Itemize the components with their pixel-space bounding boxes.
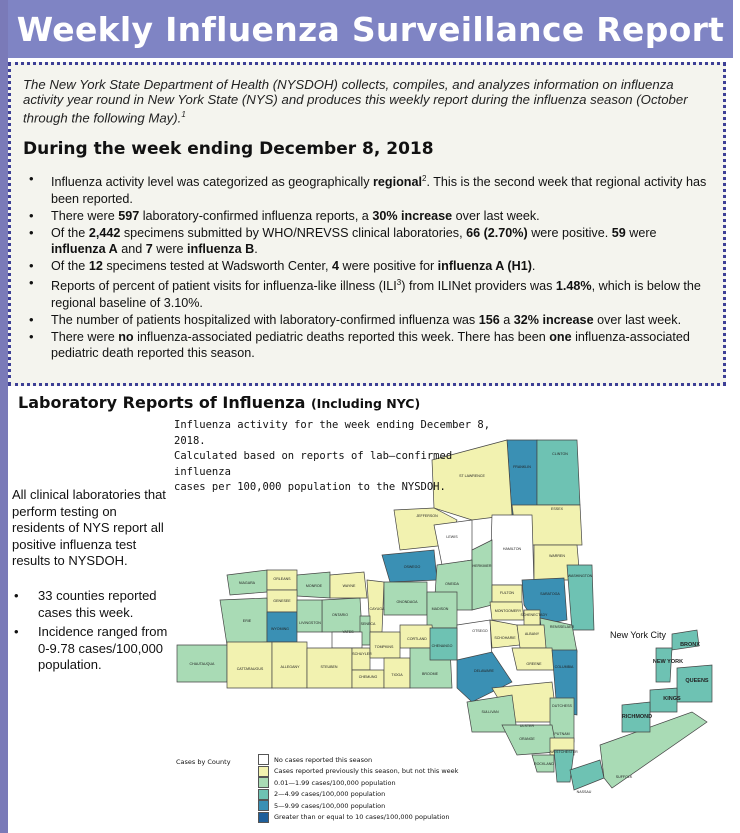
summary-bullet xyxy=(11,329,711,363)
legend-label: 5—9.99 cases/100,000 population xyxy=(274,801,386,810)
county-label: DUTCHESS xyxy=(552,704,572,708)
county-label: BRONX xyxy=(680,642,700,648)
bullet-text: specimens submitted by WHO/NREVSS clinical laboratories, xyxy=(120,225,467,240)
summary-bullet xyxy=(11,275,711,312)
map-caption-line: cases per 100,000 population to the NYSDOH. xyxy=(174,481,446,493)
county-livingston xyxy=(297,600,322,632)
report-title: Weekly Influenza Surveillance Report xyxy=(16,9,725,49)
bullet-text: a xyxy=(499,312,514,327)
bullet-text: Of the xyxy=(51,225,89,240)
map-legend xyxy=(176,754,506,830)
county-chemung xyxy=(352,670,384,688)
bullet-text: . This is the second week that regional activity has been reported. xyxy=(51,175,707,206)
county-label: SENECA xyxy=(360,622,376,626)
county-label: SCHUYLER xyxy=(352,652,372,656)
legend-item xyxy=(258,812,449,823)
bullet-text: , which is below the regional baseline of 3.10%. xyxy=(51,279,701,310)
county-label: FULTON xyxy=(499,591,515,595)
county-label: SCHOHARIE xyxy=(494,636,516,640)
county-label: GREENE xyxy=(526,662,542,666)
bullet-text: were positive. xyxy=(527,225,612,240)
county-label: WARREN xyxy=(549,554,565,558)
legend-swatch xyxy=(258,800,269,811)
county-label: RICHMOND xyxy=(621,714,653,720)
bullet-text: Influenza activity level was categorized as geographically xyxy=(51,175,374,190)
county-label: SARATOGA xyxy=(540,592,560,596)
sidebar-bullet: • Incidence ranged from 0-9.78 cases/100,000 population. xyxy=(12,624,172,674)
bullet-text: influenza-associated pediatric deaths reported this week. There has been xyxy=(133,329,550,344)
county-label: WESTCHESTER xyxy=(550,750,578,754)
lab-sidebar-text: All clinical laboratories that perform testing on residents of NYS report all positive influenza test results to NYSDOH. xyxy=(12,487,166,568)
county-label: QUEENS xyxy=(685,678,709,684)
bullet-text: 1.48% xyxy=(555,279,592,294)
bullet-text: 156 xyxy=(478,312,500,327)
bullet-text: 32% increase xyxy=(513,312,594,327)
county-albany xyxy=(517,625,546,648)
county-label: MONTGOMERY xyxy=(494,609,522,613)
county-new-york xyxy=(656,648,672,682)
bullet-text: 30% increase xyxy=(372,208,453,223)
county-label: ESSEX xyxy=(551,507,563,511)
bullet-text: influenza-associated pediatric death reported this season. xyxy=(51,329,690,361)
county-greene xyxy=(512,648,554,670)
county-label: ULSTER xyxy=(519,724,535,728)
county-label: WASHINGTON xyxy=(567,574,593,578)
county-schoharie xyxy=(490,620,520,648)
county-nassau xyxy=(570,760,604,790)
county-label: LIVINGSTON xyxy=(299,621,321,625)
summary-bullet xyxy=(11,208,711,225)
county-label: SCHENECTADY xyxy=(520,613,548,617)
legend-swatch xyxy=(258,812,269,823)
bullet-text: 7 xyxy=(145,242,153,257)
bullet-text: There were xyxy=(51,329,119,344)
county-label: NIAGARA xyxy=(238,581,256,585)
county-label: ERIE xyxy=(242,619,252,623)
county-label: ST LAWRENCE xyxy=(459,474,485,478)
county-label: CHEMUNG xyxy=(358,675,378,679)
intro-footnote: 1 xyxy=(181,110,186,119)
footnote-mark: 2 xyxy=(422,174,427,183)
bullet-text: Reports of percent of patient visits for influenza-like illness (ILI xyxy=(51,279,397,294)
bullet-text: were positive for xyxy=(338,259,438,274)
legend-item xyxy=(258,754,372,765)
legend-label: 0.01—1.99 cases/100,000 population xyxy=(274,778,396,787)
bullet-text: ) from ILINet providers was xyxy=(401,279,556,294)
summary-box xyxy=(8,62,726,386)
legend-swatch xyxy=(258,754,269,765)
county-label: ORLEANS xyxy=(273,577,291,581)
legend-label: 2—4.99 cases/100,000 population xyxy=(274,790,386,798)
county-label: YATES xyxy=(342,630,354,634)
legend-swatch xyxy=(258,789,269,800)
county-label: HERKIMER xyxy=(472,564,492,568)
legend-label: Cases reported previously this season, but not this week xyxy=(274,767,459,775)
county-onondaga xyxy=(384,582,427,615)
bullet-text: influenza A (H1) xyxy=(437,259,532,274)
bullet-text: 59 xyxy=(611,225,626,240)
county-label: CORTLAND xyxy=(407,637,427,641)
county-herkimer xyxy=(472,540,492,610)
lab-title-main: Laboratory Reports of Influenza xyxy=(18,393,306,412)
county-label: OSWEGO xyxy=(403,565,421,569)
bullet-text: one xyxy=(549,329,572,344)
legend-label: Greater than or equal to 10 cases/100,000 population xyxy=(274,813,450,821)
county-label: TOMPKINS xyxy=(374,645,394,649)
left-accent-bar xyxy=(0,0,8,833)
county-label: MONROE xyxy=(305,584,323,588)
summary-bullet-list xyxy=(11,171,711,362)
bullet-text: . xyxy=(254,242,258,257)
summary-bullet xyxy=(11,171,711,208)
map-caption xyxy=(174,418,504,496)
county-cattaraugus xyxy=(227,642,272,688)
county-label: NASSAU xyxy=(576,790,592,794)
county-yates xyxy=(332,632,362,648)
county-label: CLINTON xyxy=(552,452,568,456)
bullet-text: 4 xyxy=(331,259,339,274)
bullet-text: no xyxy=(118,329,134,344)
title-banner xyxy=(8,0,733,58)
bullet-text: 66 (2.70%) xyxy=(466,225,528,240)
county-westchester xyxy=(554,750,574,782)
county-label: HAMILTON xyxy=(502,547,522,551)
county-label: SUFFOLK xyxy=(615,775,633,779)
sidebar-bullet: • 33 counties reported cases this week. xyxy=(12,588,172,621)
bullet-text: The number of patients hospitalized with laboratory-confirmed influenza was xyxy=(51,312,479,327)
legend-title: Cases by County xyxy=(176,758,231,766)
intro-paragraph xyxy=(23,77,713,125)
legend-item xyxy=(258,777,396,788)
bullet-text: over last week. xyxy=(593,312,682,327)
county-label: RENSSELAER xyxy=(549,625,575,629)
nyc-label: New York City xyxy=(610,630,667,640)
county-label: NEW YORK xyxy=(652,659,684,665)
county-label: LEWIS xyxy=(446,535,458,539)
county-label: FRANKLIN xyxy=(513,465,531,469)
map-caption-line: Calculated based on reports of lab—confirmed influenza xyxy=(174,450,453,478)
bullet-text: and xyxy=(117,242,146,257)
bullet-text: regional xyxy=(373,175,423,190)
bullet-text: 2,442 xyxy=(88,225,121,240)
bullet-text: over last week. xyxy=(452,208,540,223)
bullet-text: 597 xyxy=(118,208,140,223)
county-label: WAYNE xyxy=(342,584,356,588)
county-label: JEFFERSON xyxy=(416,514,438,518)
county-lewis xyxy=(434,520,472,565)
county-label: CHENANGO xyxy=(431,644,453,648)
county-label: KINGS xyxy=(663,696,681,702)
county-label: OTSEGO xyxy=(472,629,488,633)
county-label: GENESEE xyxy=(273,599,291,603)
lab-sidebar-bullets xyxy=(12,588,172,677)
legend-swatch xyxy=(258,777,269,788)
county-label: PUTNAM xyxy=(554,732,570,736)
county-label: SULLIVAN xyxy=(481,710,499,714)
bullet-text: laboratory-confirmed influenza reports, a xyxy=(139,208,373,223)
county-label: CHAUTAUQUA xyxy=(189,662,215,666)
legend-label: No cases reported this season xyxy=(274,755,373,764)
legend-item xyxy=(258,789,385,800)
county-label: MADISON xyxy=(431,607,449,611)
bullet-text: influenza B xyxy=(187,242,255,257)
bullet-text: influenza A xyxy=(51,242,118,257)
county-label: ONEIDA xyxy=(445,582,459,586)
county-label: TIOGA xyxy=(391,673,403,677)
county-label: ROCKLAND xyxy=(534,762,554,766)
bullet-text: There were xyxy=(51,208,119,223)
county-label: CAYUGA xyxy=(369,607,385,611)
county-label: ONTARIO xyxy=(331,613,349,617)
bullet-text: . xyxy=(531,259,536,274)
bullet-text: were xyxy=(152,242,188,257)
county-label: ALBANY xyxy=(524,632,540,636)
county-label: STEUBEN xyxy=(320,665,338,669)
map-caption-line: Influenza activity for the week ending December 8, 2018. xyxy=(174,419,491,447)
legend-swatch xyxy=(258,766,269,777)
lab-section-title xyxy=(18,393,420,412)
lab-title-suffix: (Including NYC) xyxy=(310,396,421,411)
county-label: ONONDAGA xyxy=(396,600,418,604)
intro-text: The New York State Department of Health (NYSDOH) collects, compiles, and analyzes information on influenza activity year round in New York State (NYS) and produces this weekly report during the influenza season (October through the following May). xyxy=(23,77,688,126)
bullet-text: 12 xyxy=(88,259,103,274)
bullet-text: were xyxy=(625,225,657,240)
county-label: ORANGE xyxy=(519,737,535,741)
county-label: DELAWARE xyxy=(474,669,494,673)
bullet-text: Of the xyxy=(51,259,89,274)
county-label: CATTARAUGUS xyxy=(236,667,264,671)
footnote-mark: 3 xyxy=(396,277,402,287)
summary-bullet xyxy=(11,312,711,329)
summary-bullet xyxy=(11,258,711,275)
county-label: ALLEGANY xyxy=(280,665,300,669)
county-label: COLUMBIA xyxy=(554,665,574,669)
county-clinton xyxy=(537,440,580,505)
bullet-text: specimens tested at Wadsworth Center, xyxy=(102,259,332,274)
legend-item xyxy=(258,766,458,777)
week-title: During the week ending December 8, 2018 xyxy=(23,139,434,159)
county-label: BROOME xyxy=(422,672,438,676)
legend-item xyxy=(258,800,385,811)
county-label: WYOMING xyxy=(271,627,289,631)
summary-bullet xyxy=(11,225,711,259)
